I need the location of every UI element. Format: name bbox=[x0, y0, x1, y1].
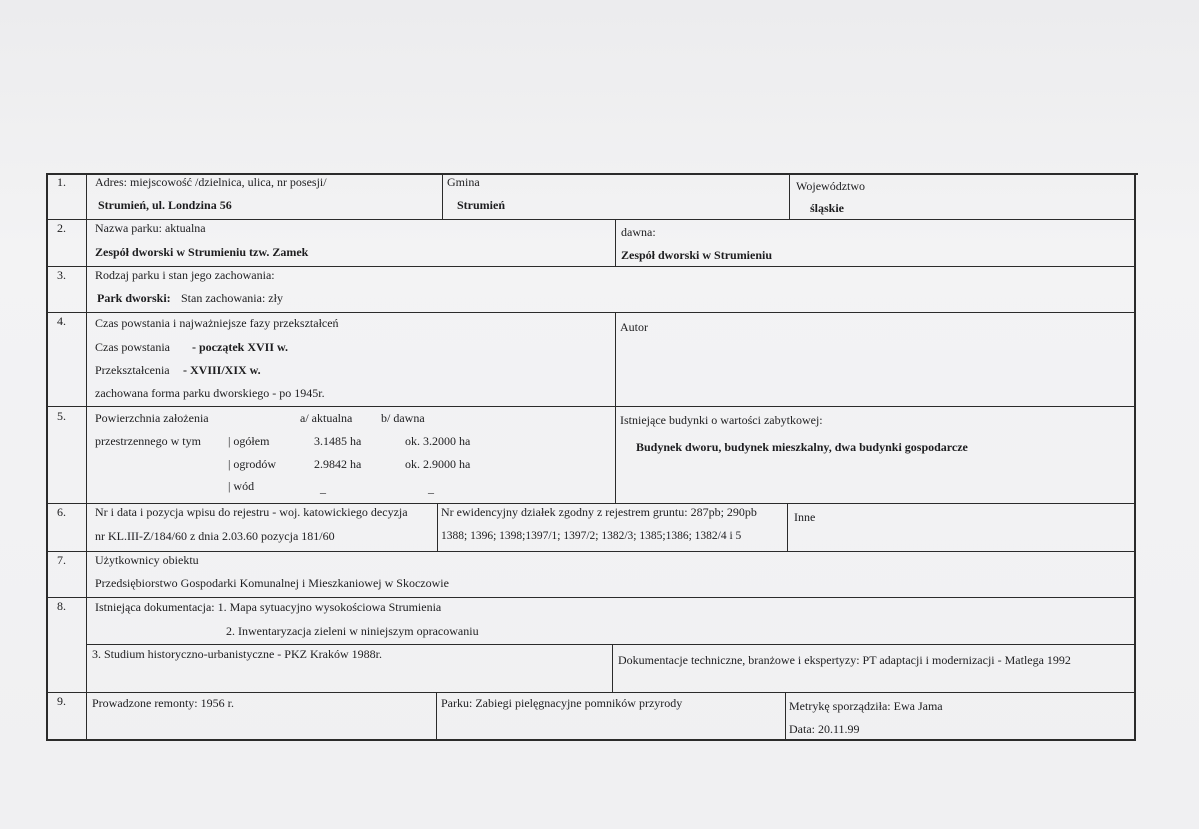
changes-value: - XVIII/XIX w. bbox=[183, 363, 261, 377]
row-2-number: 2. bbox=[57, 221, 66, 235]
area-label-b: przestrzennego w tym bbox=[95, 434, 201, 448]
area-label-a: Powierzchnia założenia bbox=[95, 411, 209, 425]
frame-right bbox=[1134, 173, 1136, 741]
row-sep-1 bbox=[46, 219, 1136, 220]
r6-divider-b bbox=[787, 503, 788, 551]
gmina-value: Strumień bbox=[457, 198, 505, 212]
area-row-current: 2.9842 ha bbox=[314, 457, 362, 471]
technical-documentation: Dokumentacje techniczne, branżowe i ekspertyzy: PT adaptacji i modernizacji - Matlega 1992 bbox=[618, 653, 1071, 667]
r9-divider-b bbox=[785, 692, 786, 740]
plots-line-2: 1388; 1396; 1398;1397/1; 1397/2; 1382/3; 1385;1386; 1382/4 i 5 bbox=[441, 530, 742, 542]
other-label: Inne bbox=[794, 510, 816, 524]
row-9-number: 9. bbox=[57, 694, 66, 708]
plots-line-1: Nr ewidencyjny działek zgodny z rejestrem gruntu: 287pb; 290pb bbox=[441, 505, 757, 519]
voivodeship-value: śląskie bbox=[810, 201, 845, 215]
r1-divider-woj bbox=[789, 173, 790, 219]
r2-divider bbox=[615, 219, 616, 266]
prepared-date: Data: 20.11.99 bbox=[789, 722, 860, 736]
former-name-value: Zespół dworski w Strumieniu bbox=[621, 248, 773, 262]
row-sep-2 bbox=[46, 266, 1136, 267]
users-label: Użytkownicy obiektu bbox=[95, 553, 199, 567]
row-8-number: 8. bbox=[57, 599, 66, 613]
area-row-former: _ bbox=[428, 481, 434, 495]
row-sep-4 bbox=[46, 406, 1136, 407]
area-row-former: ok. 3.2000 ha bbox=[405, 434, 471, 448]
park-type-value: Park dworski: bbox=[97, 291, 171, 305]
row-3-number: 3. bbox=[57, 268, 66, 282]
park-name-label: Nazwa parku: aktualna bbox=[95, 221, 206, 235]
row-sep-6 bbox=[46, 551, 1136, 552]
r9-divider-a bbox=[436, 692, 437, 740]
register-label: Nr i data i pozycja wpisu do rejestru - woj. katowickiego decyzja bbox=[95, 505, 408, 519]
area-col-current: a/ aktualna bbox=[300, 411, 353, 425]
documentation-2: 2. Inwentaryzacja zieleni w niniejszym opracowaniu bbox=[226, 624, 479, 638]
row-1-number: 1. bbox=[57, 175, 66, 189]
frame-bottom bbox=[46, 739, 1134, 741]
preserved-form: zachowana forma parku dworskiego - po 1945r. bbox=[95, 386, 325, 400]
area-row-former: ok. 2.9000 ha bbox=[405, 457, 471, 471]
r8-divider bbox=[612, 644, 613, 692]
voivodeship-label: Województwo bbox=[796, 179, 866, 193]
former-name-label: dawna: bbox=[621, 225, 656, 239]
register-value: nr KL.III-Z/184/60 z dnia 2.03.60 pozycja 181/60 bbox=[95, 529, 335, 543]
r4-divider bbox=[615, 312, 616, 406]
row-sep-8 bbox=[46, 692, 1136, 693]
r5-divider bbox=[615, 406, 616, 503]
row-7-number: 7. bbox=[57, 553, 66, 567]
area-row-current: _ bbox=[320, 481, 326, 495]
address-label: Adres: miejscowość /dzielnica, ulica, nr posesji/ bbox=[95, 175, 327, 189]
users-value: Przedsiębiorstwo Gospodarki Komunalnej i Mieszkaniowej w Skoczowie bbox=[95, 576, 449, 590]
area-row-name: | wód bbox=[228, 479, 255, 493]
row-6-number: 6. bbox=[57, 505, 66, 519]
park-name-value: Zespół dworski w Strumieniu tzw. Zamek bbox=[95, 245, 309, 259]
row-sep-3 bbox=[46, 312, 1136, 313]
address-value: Strumień, ul. Londzina 56 bbox=[98, 198, 232, 212]
repairs-value: Prowadzone remonty: 1956 r. bbox=[92, 696, 234, 710]
origin-value: - początek XVII w. bbox=[192, 340, 288, 354]
area-row-name: | ogrodów bbox=[228, 457, 277, 471]
phases-label: Czas powstania i najważniejsze fazy przekształceń bbox=[95, 316, 339, 330]
row-sep-5 bbox=[46, 503, 1136, 504]
prepared-by: Metrykę sporządziła: Ewa Jama bbox=[789, 699, 943, 713]
r6-divider-a bbox=[437, 503, 438, 551]
row-4-number: 4. bbox=[57, 314, 66, 328]
area-col-former: b/ dawna bbox=[381, 411, 425, 425]
buildings-label: Istniejące budynki o wartości zabytkowej: bbox=[620, 413, 823, 427]
row-5-number: 5. bbox=[57, 409, 66, 423]
author-label: Autor bbox=[620, 320, 648, 334]
origin-label: Czas powstania bbox=[95, 340, 170, 354]
row-sep-7 bbox=[46, 597, 1136, 598]
num-column-divider bbox=[86, 173, 87, 741]
park-care-value: Parku: Zabiegi pielęgnacyjne pomników przyrody bbox=[441, 696, 683, 710]
park-state-value: Stan zachowania: zły bbox=[181, 291, 283, 305]
changes-label: Przekształcenia bbox=[95, 363, 170, 377]
park-type-label: Rodzaj parku i stan jego zachowania: bbox=[95, 268, 275, 282]
gmina-label: Gmina bbox=[447, 175, 480, 189]
documentation-1: Istniejąca dokumentacja: 1. Mapa sytuacyjno wysokościowa Strumienia bbox=[95, 600, 442, 614]
area-row-current: 3.1485 ha bbox=[314, 434, 362, 448]
r1-divider-gmina bbox=[442, 173, 443, 219]
area-row-name: | ogółem bbox=[228, 434, 270, 448]
buildings-value: Budynek dworu, budynek mieszkalny, dwa budynki gospodarcze bbox=[636, 440, 968, 454]
row-sep-8a bbox=[86, 644, 1136, 645]
frame-left bbox=[46, 173, 48, 741]
documentation-3: 3. Studium historyczno-urbanistyczne - PKZ Kraków 1988r. bbox=[92, 647, 382, 661]
